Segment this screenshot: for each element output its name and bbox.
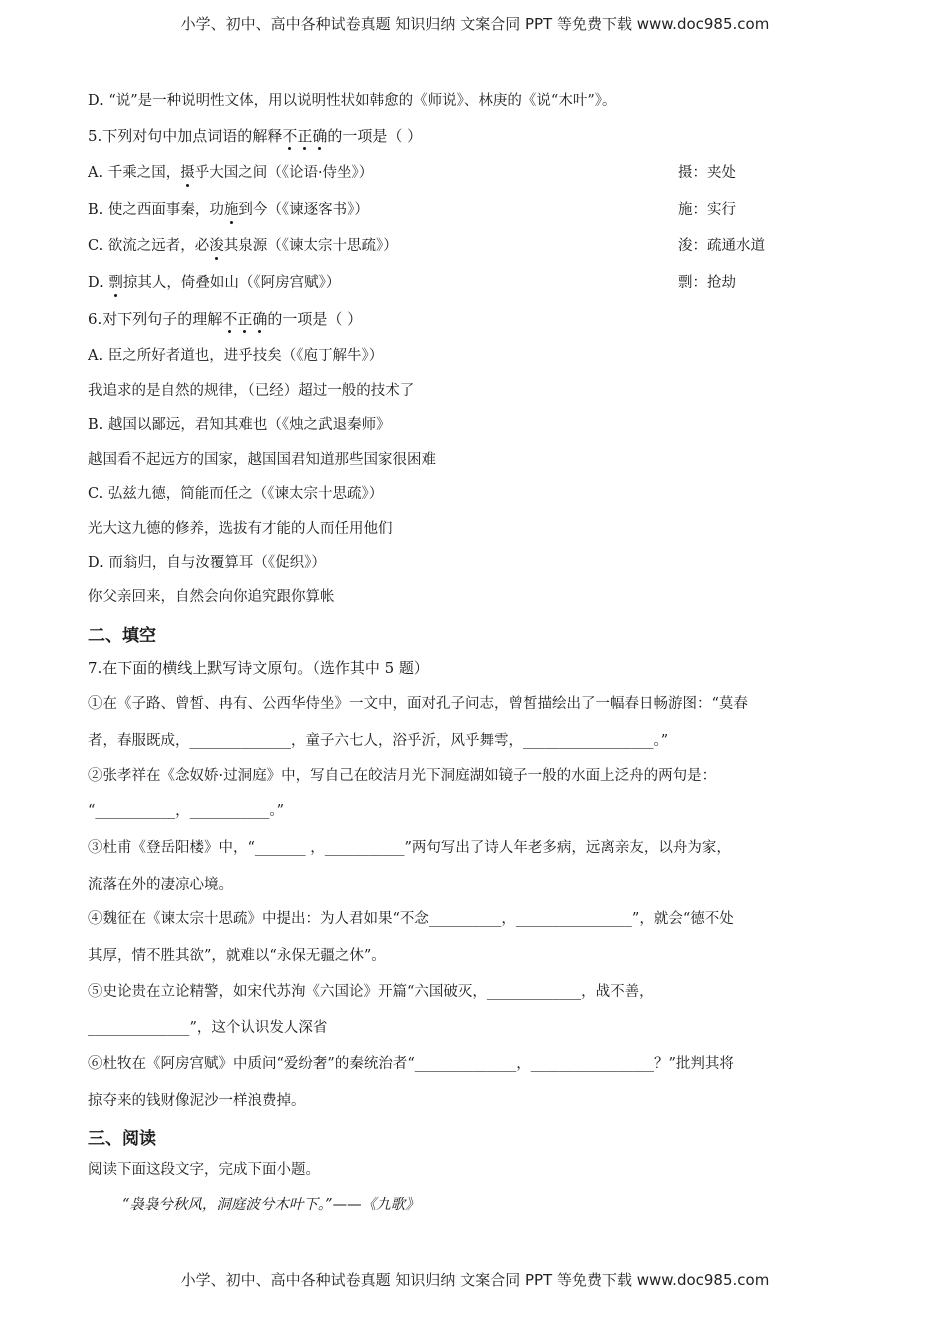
q5-option-d-gloss: 剽：抢劫 — [678, 275, 736, 291]
q6-option-a: A. 臣之所好者道也，进乎技矣（《庖丁解牛》） — [88, 348, 384, 364]
q7-item-1-line2: 者，春服既成，______________，童子六七人，浴乎沂，风乎舞雩，__________________。” — [88, 733, 669, 749]
reading-quote: “袅袅兮秋风，洞庭波兮木叶下。”——《九歌》 — [122, 1197, 420, 1213]
emphasis-dot-char: 浚 — [209, 238, 224, 254]
q7-item-2-line1: ②张孝祥在《念奴娇·过洞庭》中，写自己在皎洁月光下洞庭湖如镜子一般的水面上泛舟的两句是： — [88, 768, 717, 784]
emphasis-dot-char: 摄 — [180, 165, 195, 181]
reading-intro: 阅读下面这段文字，完成下面小题。 — [88, 1162, 320, 1178]
q7-item-3-line2: 流落在外的凄凉心境。 — [88, 877, 233, 893]
q5-option-b-gloss: 施：实行 — [678, 202, 736, 218]
q7-item-4-line2: 其厚，情不胜其欲”，就难以“永保无疆之休”。 — [88, 948, 386, 964]
emphasis-dot-char: 不 — [222, 310, 238, 328]
q5-option-a: A. 千乘之国，摄乎大国之间（《论语·侍坐》） 摄：夹处 — [88, 165, 736, 181]
q6-stem: 6.对下列句子的理解不正确的一项是（ ） — [88, 310, 363, 328]
q6-option-b: B. 越国以鄙远，君知其难也（《烛之武退秦师》 — [88, 417, 391, 433]
q5-option-d: D. 剽掠其人，倚叠如山（《阿房宫赋》） 剽：抢劫 — [88, 275, 736, 291]
emphasis-dot-char: 施 — [223, 202, 239, 218]
q5-option-c-gloss: 浚：疏通水道 — [678, 238, 765, 254]
q7-item-6-line1: ⑥杜牧在《阿房宫赋》中质问“爱纷奢”的秦统治者“______________，_________________？”批判其将 — [88, 1056, 734, 1072]
q5-option-c: C. 欲流之远者，必浚其泉源（《谏太宗十思疏》） 浚：疏通水道 — [88, 238, 765, 254]
q6-option-c: C. 弘兹九德，简能而任之（《谏太宗十思疏》） — [88, 486, 384, 502]
page-footer: 小学、初中、高中各种试卷真题 知识归纳 文案合同 PPT 等免费下载 www.doc985.com — [180, 1271, 770, 1289]
q5-option-b: B. 使之西面事秦，功施到今（《谏逐客书》） 施：实行 — [88, 202, 736, 218]
q5-option-a-gloss: 摄：夹处 — [678, 165, 736, 181]
emphasis-dot-char: 正 — [297, 127, 313, 145]
q7-item-5-line1: ⑤史论贵在立论精警，如宋代苏洵《六国论》开篇“六国破灭，_____________，战不善， — [88, 984, 654, 1000]
q7-item-3-line1: ③杜甫《登岳阳楼》中，“_______ ，___________”两句写出了诗人年老多病，远离亲友，以舟为家， — [88, 840, 731, 856]
emphasis-dot-char: 确 — [252, 310, 268, 328]
emphasis-dot-char: 正 — [237, 310, 253, 328]
q6-option-d: D. 而翁归，自与汝覆算耳（《促织》） — [88, 555, 326, 571]
q7-stem: 7.在下面的横线上默写诗文原句。（选作其中 5 题） — [88, 659, 429, 677]
section-heading-reading: 三、阅读 — [88, 1129, 156, 1149]
q7-item-1-line1: ①在《子路、曾皙、冉有、公西华侍坐》一文中，面对孔子问志，曾皙描绘出了一幅春日畅游图：“莫春 — [88, 696, 748, 712]
emphasis-dot-char: 剽 — [108, 275, 123, 291]
emphasis-dot-char: 不 — [282, 127, 298, 145]
q4-option-d: D. “说”是一种说明性文体，用以说明性状如韩愈的《师说》、林庚的《说“木叶”》。 — [88, 93, 617, 109]
q7-item-2-line2: “___________，___________。” — [88, 803, 285, 819]
q6-option-d-translation: 你父亲回来，自然会向你追究跟你算帐 — [88, 589, 335, 605]
q6-option-a-translation: 我追求的是自然的规律，（已经）超过一般的技术了 — [88, 383, 415, 399]
q7-item-4-line1: ④魏征在《谏太宗十思疏》中提出：为人君如果“不念__________，________________”，就会“德不处 — [88, 911, 734, 927]
q6-option-b-translation: 越国看不起远方的国家，越国国君知道那些国家很困难 — [88, 452, 436, 468]
q5-stem: 5.下列对句中加点词语的解释不正确的一项是（ ） — [88, 127, 423, 145]
q7-item-6-line2: 掠夺来的钱财像泥沙一样浪费掉。 — [88, 1093, 306, 1109]
q6-option-c-translation: 光大这九德的修养，选拔有才能的人而任用他们 — [88, 521, 393, 537]
q7-item-5-line2: ______________”，这个认识发人深省 — [88, 1020, 328, 1036]
emphasis-dot-char: 确 — [312, 127, 328, 145]
page-header: 小学、初中、高中各种试卷真题 知识归纳 文案合同 PPT 等免费下载 www.doc985.com — [180, 15, 770, 33]
section-heading-fill-in: 二、填空 — [88, 626, 156, 646]
